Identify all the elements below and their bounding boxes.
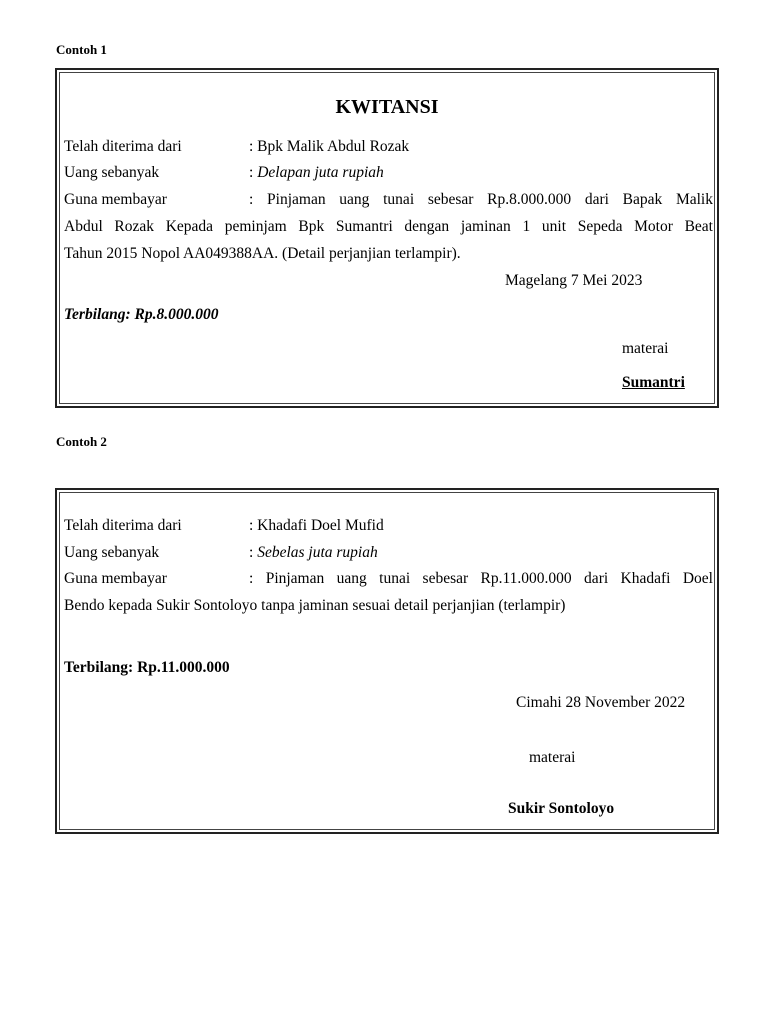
example1-heading: Contoh 1 xyxy=(56,42,107,57)
stamp-label: materai xyxy=(529,749,576,766)
purpose-label: Guna membayar xyxy=(64,191,167,208)
place-date: Magelang 7 Mei 2023 xyxy=(505,272,643,289)
signatory-name: Sukir Sontoloyo xyxy=(508,800,615,817)
received-from-label: Telah diterima dari xyxy=(64,138,182,155)
purpose-label: Guna membayar xyxy=(64,570,167,587)
amount-value xyxy=(249,544,378,562)
amount-label: Uang sebanyak xyxy=(64,164,160,181)
receipt-title: KWITANSI xyxy=(335,96,439,118)
received-from-label: Telah diterima dari xyxy=(64,517,182,534)
amount-words: Delapan juta rupiah xyxy=(257,164,384,181)
received-from-value: : Bpk Malik Abdul Rozak xyxy=(249,138,410,155)
purpose-line-1: : Pinjaman uang tunai sebesar Rp.11.000.000 dari Khadafi Doel xyxy=(249,570,713,587)
purpose-line-1: : Pinjaman uang tunai sebesar Rp.8.000.000 dari Bapak Malik xyxy=(249,191,713,208)
receipt-box-2 xyxy=(55,488,719,834)
stamp-label: materai xyxy=(622,340,669,357)
amount-label: Uang sebanyak xyxy=(64,544,160,561)
amount-words: Sebelas juta rupiah xyxy=(257,544,378,561)
amount-prefix: : xyxy=(249,544,258,561)
purpose-line-3: Tahun 2015 Nopol AA049388AA. (Detail perjanjian terlampir). xyxy=(64,245,461,262)
received-from-value: : Khadafi Doel Mufid xyxy=(249,517,384,534)
place-date: Cimahi 28 November 2022 xyxy=(516,694,686,711)
purpose-line-2: Bendo kepada Sukir Sontoloyo tanpa jaminan sesuai detail perjanjian (terlampir) xyxy=(64,597,566,614)
amount-value xyxy=(249,164,384,182)
example2-heading: Contoh 2 xyxy=(56,434,107,449)
amount-prefix: : xyxy=(249,164,258,181)
terbilang: Terbilang: Rp.11.000.000 xyxy=(64,659,230,676)
terbilang: Terbilang: Rp.8.000.000 xyxy=(64,306,219,323)
receipt-box-1 xyxy=(55,68,719,408)
signatory-name: Sumantri xyxy=(622,374,685,391)
purpose-line-2: Abdul Rozak Kepada peminjam Bpk Sumantri dengan jaminan 1 unit Sepeda Motor Beat xyxy=(64,218,713,235)
